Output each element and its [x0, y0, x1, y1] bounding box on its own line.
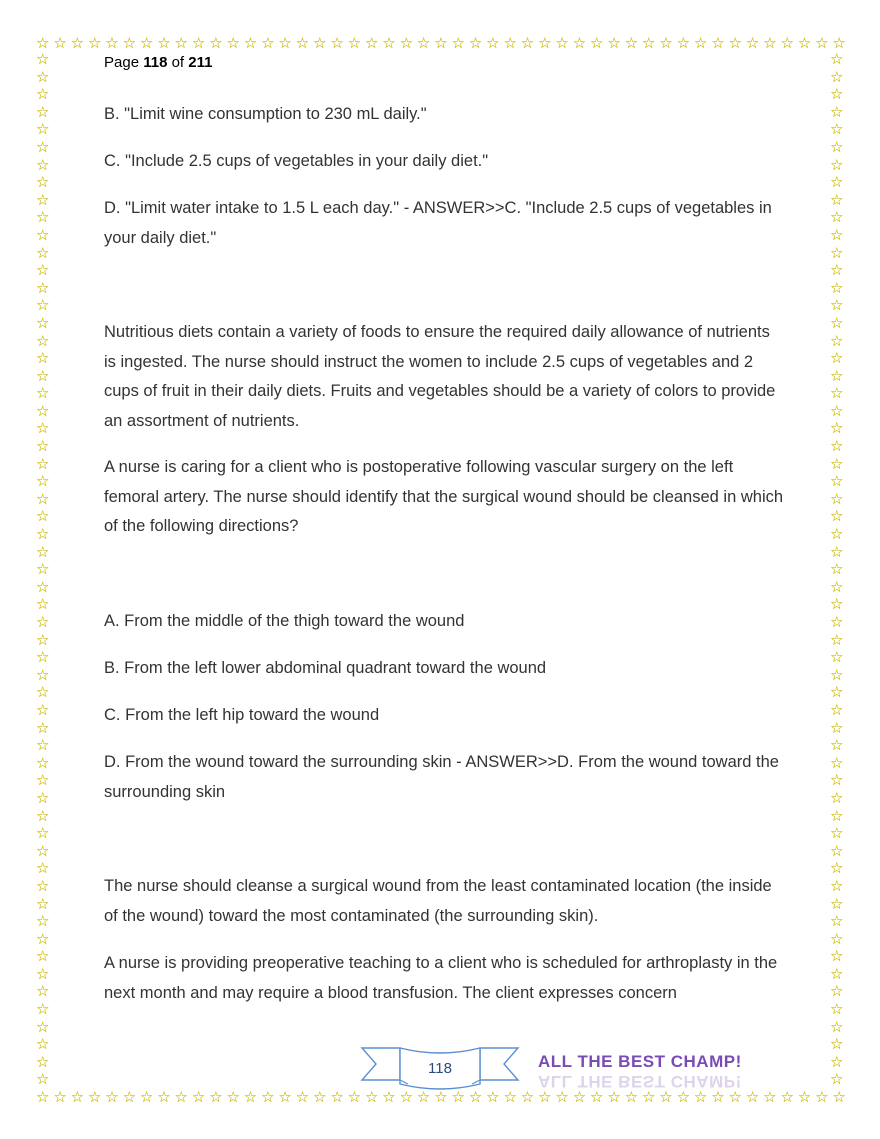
star-icon: ☆	[815, 35, 829, 52]
star-icon: ☆	[36, 913, 50, 931]
star-icon: ☆	[36, 1036, 50, 1054]
star-icon: ☆	[832, 1089, 846, 1106]
star-icon: ☆	[830, 526, 844, 544]
star-icon: ☆	[243, 35, 258, 52]
star-icon: ☆	[382, 1089, 396, 1106]
star-icon: ☆	[313, 35, 327, 52]
star-icon: ☆	[830, 561, 844, 579]
star-icon: ☆	[830, 490, 844, 508]
star-icon: ☆	[36, 244, 50, 262]
paragraph: C. From the left hip toward the wound	[104, 706, 380, 724]
star-icon: ☆	[830, 314, 844, 332]
star-icon: ☆	[36, 631, 50, 649]
star-icon: ☆	[555, 35, 569, 52]
star-icon: ☆	[624, 35, 639, 52]
star-icon: ☆	[555, 1089, 569, 1106]
star-icon: ☆	[157, 1089, 171, 1106]
star-icon: ☆	[815, 1089, 829, 1106]
star-border-right	[830, 52, 846, 1088]
star-icon: ☆	[830, 226, 844, 244]
star-icon: ☆	[607, 35, 621, 52]
star-icon: ☆	[486, 35, 500, 52]
star-icon: ☆	[830, 719, 844, 737]
star-icon: ☆	[520, 35, 535, 52]
star-icon: ☆	[36, 526, 50, 544]
star-icon: ☆	[36, 103, 50, 121]
star-icon: ☆	[313, 1089, 327, 1106]
star-icon: ☆	[830, 51, 844, 68]
star-icon: ☆	[830, 138, 844, 156]
star-icon: ☆	[711, 1089, 725, 1106]
star-icon: ☆	[157, 35, 171, 52]
star-icon: ☆	[399, 1089, 414, 1106]
star-icon: ☆	[36, 965, 50, 983]
star-icon: ☆	[36, 314, 50, 332]
star-icon: ☆	[830, 807, 844, 825]
star-icon: ☆	[830, 930, 844, 948]
star-icon: ☆	[830, 737, 844, 755]
star-icon: ☆	[261, 1089, 275, 1106]
star-icon: ☆	[36, 438, 50, 456]
star-icon: ☆	[243, 1089, 258, 1106]
star-icon: ☆	[416, 1089, 431, 1106]
star-icon: ☆	[832, 35, 846, 52]
star-icon: ☆	[36, 684, 50, 702]
star-icon: ☆	[70, 1089, 85, 1106]
star-icon: ☆	[434, 1089, 448, 1106]
star-icon: ☆	[382, 35, 396, 52]
star-icon: ☆	[830, 948, 844, 966]
star-icon: ☆	[830, 1071, 844, 1089]
star-icon: ☆	[191, 1089, 206, 1106]
star-icon: ☆	[830, 1036, 844, 1054]
star-icon: ☆	[36, 174, 50, 192]
paragraph: A. From the middle of the thigh toward the wound	[104, 612, 465, 630]
star-icon: ☆	[36, 772, 50, 790]
star-icon: ☆	[830, 842, 844, 860]
star-icon: ☆	[659, 1089, 673, 1106]
star-icon: ☆	[226, 1089, 240, 1106]
star-icon: ☆	[763, 35, 777, 52]
paragraph: A nurse is caring for a client who is postoperative following vascular surgery on the left femoral artery. The nurse should identify that the surgical wound should be cleansed in which of the following directions?	[104, 458, 784, 535]
star-icon: ☆	[590, 1089, 604, 1106]
star-icon: ☆	[676, 35, 691, 52]
star-icon: ☆	[174, 35, 188, 52]
star-icon: ☆	[830, 578, 844, 596]
star-icon: ☆	[830, 754, 844, 772]
star-icon: ☆	[36, 754, 50, 772]
star-icon: ☆	[36, 578, 50, 596]
star-icon: ☆	[830, 402, 844, 420]
star-icon: ☆	[122, 35, 137, 52]
star-icon: ☆	[830, 367, 844, 385]
star-icon: ☆	[468, 1089, 483, 1106]
star-icon: ☆	[830, 86, 844, 104]
star-icon: ☆	[347, 35, 362, 52]
star-icon: ☆	[122, 1089, 137, 1106]
star-icon: ☆	[36, 367, 50, 385]
star-icon: ☆	[53, 35, 67, 52]
star-icon: ☆	[830, 156, 844, 174]
star-icon: ☆	[728, 35, 742, 52]
star-icon: ☆	[434, 35, 448, 52]
star-icon: ☆	[87, 1089, 102, 1106]
star-icon: ☆	[36, 1089, 50, 1106]
star-icon: ☆	[36, 789, 50, 807]
star-icon: ☆	[780, 1089, 794, 1106]
paragraph: D. "Limit water intake to 1.5 L each day." - ANSWER>>C. "Include 2.5 cups of vegetables in your daily diet."	[104, 199, 772, 247]
star-icon: ☆	[36, 948, 50, 966]
star-icon: ☆	[830, 103, 844, 121]
star-icon: ☆	[347, 1089, 362, 1106]
star-icon: ☆	[36, 455, 50, 473]
star-icon: ☆	[486, 1089, 500, 1106]
star-icon: ☆	[36, 596, 50, 614]
star-icon: ☆	[36, 490, 50, 508]
star-icon: ☆	[830, 209, 844, 227]
star-icon: ☆	[364, 1089, 379, 1106]
star-icon: ☆	[70, 35, 85, 52]
star-icon: ☆	[693, 1089, 708, 1106]
paragraph: B. From the left lower abdominal quadrant toward the wound	[104, 659, 547, 677]
star-icon: ☆	[830, 420, 844, 438]
star-icon: ☆	[278, 35, 292, 52]
star-icon: ☆	[36, 279, 50, 297]
star-icon: ☆	[572, 1089, 587, 1106]
star-icon: ☆	[36, 719, 50, 737]
star-icon: ☆	[36, 420, 50, 438]
star-icon: ☆	[278, 1089, 292, 1106]
star-icon: ☆	[36, 561, 50, 579]
star-icon: ☆	[676, 1089, 691, 1106]
star-icon: ☆	[830, 684, 844, 702]
star-border-bottom	[36, 1090, 846, 1105]
star-icon: ☆	[36, 1018, 50, 1036]
star-icon: ☆	[711, 35, 725, 52]
star-icon: ☆	[36, 1053, 50, 1071]
star-icon: ☆	[191, 35, 206, 52]
star-icon: ☆	[503, 1089, 517, 1106]
paragraph: A nurse is providing preoperative teaching to a client who is scheduled for arthroplasty in the next month and may require a blood transfusion. The client expresses concern	[104, 954, 778, 1002]
star-icon: ☆	[659, 35, 673, 52]
star-icon: ☆	[105, 1089, 119, 1106]
star-icon: ☆	[830, 649, 844, 667]
star-icon: ☆	[36, 191, 50, 209]
star-icon: ☆	[693, 35, 708, 52]
star-icon: ☆	[830, 350, 844, 368]
star-icon: ☆	[295, 1089, 310, 1106]
star-icon: ☆	[624, 1089, 639, 1106]
star-icon: ☆	[830, 825, 844, 843]
star-icon: ☆	[36, 983, 50, 1001]
star-icon: ☆	[399, 35, 414, 52]
paragraph: The nurse should cleanse a surgical wound from the least contaminated location (the inside of the wound) toward the most contaminated (the surrounding skin).	[104, 877, 772, 925]
paragraph: D. From the wound toward the surrounding skin - ANSWER>>D. From the wound toward the surrounding skin	[104, 753, 779, 801]
star-icon: ☆	[830, 772, 844, 790]
star-icon: ☆	[830, 121, 844, 139]
star-icon: ☆	[830, 508, 844, 526]
star-icon: ☆	[36, 666, 50, 684]
star-icon: ☆	[745, 1089, 760, 1106]
star-icon: ☆	[830, 455, 844, 473]
star-icon: ☆	[36, 51, 50, 68]
star-icon: ☆	[830, 666, 844, 684]
star-icon: ☆	[830, 244, 844, 262]
star-icon: ☆	[451, 35, 465, 52]
star-icon: ☆	[830, 614, 844, 631]
star-icon: ☆	[36, 262, 50, 280]
star-icon: ☆	[36, 877, 50, 895]
star-icon: ☆	[797, 35, 812, 52]
star-icon: ☆	[36, 701, 50, 719]
star-icon: ☆	[830, 385, 844, 403]
star-icon: ☆	[538, 1089, 552, 1106]
star-icon: ☆	[53, 1089, 67, 1106]
star-icon: ☆	[36, 402, 50, 420]
star-icon: ☆	[36, 807, 50, 825]
star-icon: ☆	[830, 701, 844, 719]
star-icon: ☆	[830, 279, 844, 297]
page-header	[104, 54, 212, 71]
star-icon: ☆	[36, 737, 50, 755]
star-icon: ☆	[830, 332, 844, 350]
star-icon: ☆	[330, 1089, 344, 1106]
star-icon: ☆	[520, 1089, 535, 1106]
star-icon: ☆	[36, 209, 50, 227]
star-icon: ☆	[830, 983, 844, 1001]
star-icon: ☆	[139, 1089, 154, 1106]
star-icon: ☆	[797, 1089, 812, 1106]
star-icon: ☆	[36, 508, 50, 526]
star-icon: ☆	[830, 297, 844, 315]
star-icon: ☆	[830, 596, 844, 614]
star-icon: ☆	[830, 965, 844, 983]
paragraph: Nutritious diets contain a variety of foods to ensure the required daily allowance of nutrients is ingested. The nurse should instruct the women to include 2.5 cups of vegetables and 2 cups of fruit in their daily diets. Fruits and vegetables should be a variety of colors to provide an assortment of nutrients.	[104, 323, 776, 430]
star-icon: ☆	[416, 35, 431, 52]
star-icon: ☆	[36, 350, 50, 368]
star-icon: ☆	[36, 68, 50, 86]
star-icon: ☆	[830, 438, 844, 456]
footer-slogan-reflection: ALL THE BEST CHAMP!	[538, 1072, 742, 1091]
star-border-left	[36, 52, 52, 1088]
paragraph: C. "Include 2.5 cups of vegetables in your daily diet."	[104, 152, 489, 170]
star-icon: ☆	[36, 895, 50, 913]
star-icon: ☆	[226, 35, 240, 52]
star-icon: ☆	[830, 1001, 844, 1019]
star-icon: ☆	[36, 138, 50, 156]
star-icon: ☆	[538, 35, 552, 52]
star-icon: ☆	[87, 35, 102, 52]
star-icon: ☆	[830, 262, 844, 280]
star-icon: ☆	[36, 385, 50, 403]
star-icon: ☆	[36, 1071, 50, 1089]
star-icon: ☆	[36, 226, 50, 244]
star-icon: ☆	[295, 35, 310, 52]
footer-page-number: 118	[428, 1060, 452, 1077]
star-icon: ☆	[780, 35, 794, 52]
header-of: of	[171, 54, 185, 71]
star-icon: ☆	[641, 35, 656, 52]
star-icon: ☆	[139, 35, 154, 52]
star-icon: ☆	[36, 543, 50, 561]
star-icon: ☆	[209, 1089, 223, 1106]
star-icon: ☆	[745, 35, 760, 52]
star-icon: ☆	[36, 649, 50, 667]
star-border-top	[36, 36, 846, 51]
star-icon: ☆	[36, 825, 50, 843]
star-icon: ☆	[830, 895, 844, 913]
star-icon: ☆	[261, 35, 275, 52]
header-total-pages: 211	[188, 54, 213, 71]
star-icon: ☆	[830, 789, 844, 807]
star-icon: ☆	[503, 35, 517, 52]
star-icon: ☆	[36, 86, 50, 104]
star-icon: ☆	[330, 35, 344, 52]
star-icon: ☆	[105, 35, 119, 52]
star-icon: ☆	[36, 614, 50, 631]
star-icon: ☆	[36, 297, 50, 315]
paragraph: B. "Limit wine consumption to 230 mL daily."	[104, 105, 427, 123]
star-icon: ☆	[728, 1089, 742, 1106]
star-icon: ☆	[36, 156, 50, 174]
star-icon: ☆	[36, 121, 50, 139]
star-icon: ☆	[36, 473, 50, 491]
star-icon: ☆	[364, 35, 379, 52]
star-icon: ☆	[590, 35, 604, 52]
star-icon: ☆	[36, 842, 50, 860]
star-icon: ☆	[641, 1089, 656, 1106]
star-icon: ☆	[830, 913, 844, 931]
star-icon: ☆	[830, 191, 844, 209]
star-icon: ☆	[830, 543, 844, 561]
star-icon: ☆	[36, 1001, 50, 1019]
header-current-page: 118	[143, 54, 168, 71]
star-icon: ☆	[174, 1089, 188, 1106]
star-icon: ☆	[763, 1089, 777, 1106]
star-icon: ☆	[830, 1018, 844, 1036]
header-prefix: Page	[104, 54, 140, 71]
star-icon: ☆	[36, 860, 50, 878]
star-icon: ☆	[830, 860, 844, 878]
star-icon: ☆	[830, 1053, 844, 1071]
star-icon: ☆	[468, 35, 483, 52]
star-icon: ☆	[36, 332, 50, 350]
star-icon: ☆	[830, 473, 844, 491]
star-icon: ☆	[36, 930, 50, 948]
star-icon: ☆	[830, 631, 844, 649]
star-icon: ☆	[830, 68, 844, 86]
star-icon: ☆	[830, 174, 844, 192]
footer-slogan: ALL THE BEST CHAMP!	[538, 1052, 742, 1071]
star-icon: ☆	[607, 1089, 621, 1106]
star-icon: ☆	[36, 35, 50, 52]
star-icon: ☆	[209, 35, 223, 52]
star-icon: ☆	[572, 35, 587, 52]
star-icon: ☆	[830, 877, 844, 895]
star-icon: ☆	[451, 1089, 465, 1106]
